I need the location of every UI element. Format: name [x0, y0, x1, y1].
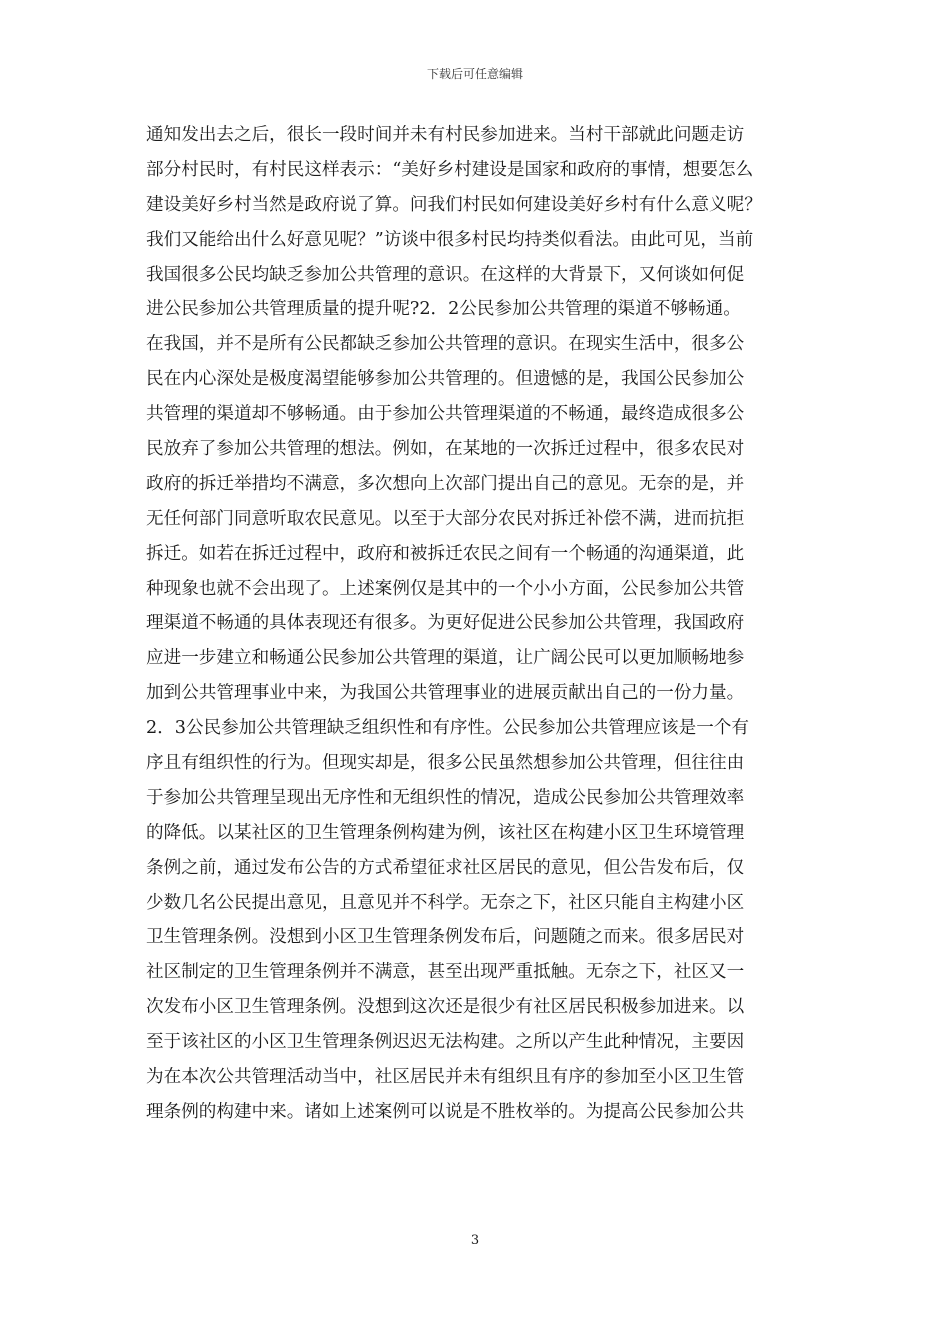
text-line: 政府的拆迁举措均不满意，多次想向上次部门提出自己的意见。无奈的是，并	[146, 473, 745, 494]
text-line: 部分村民时，有村民这样表示：“美好乡村建设是国家和政府的事情，想要怎么	[146, 159, 754, 180]
text-line: 理条例的构建中来。诸如上述案例可以说是不胜枚举的。为提高公民参加公共	[146, 1101, 745, 1122]
page-number: 3	[470, 1233, 480, 1248]
text-line: 条例之前，通过发布公告的方式希望征求社区居民的意见，但公告发布后，仅	[146, 857, 745, 878]
text-line: 加到公共管理事业中来，为我国公共管理事业的进展贡献出自己的一份力量。	[146, 683, 745, 704]
text-line: 民放弃了参加公共管理的想法。例如，在某地的一次拆迁过程中，很多农民对	[146, 439, 745, 460]
text-line: 卫生管理条例。没想到小区卫生管理条例发布后，问题随之而来。很多居民对	[146, 927, 745, 948]
text-line: 序且有组织性的行为。但现实却是，很多公民虽然想参加公共管理，但往往由	[146, 753, 745, 774]
text-line: 进公民参加公共管理质量的提升呢?2．2公民参加公共管理的渠道不够畅通。	[146, 299, 741, 320]
text-line: 理渠道不畅通的具体表现还有很多。为更好促进公民参加公共管理，我国政府	[146, 613, 745, 634]
text-line: 社区制定的卫生管理条例并不满意，甚至出现严重抵触。无奈之下，社区又一	[146, 962, 745, 983]
text-line: 至于该社区的小区卫生管理条例迟迟无法构建。之所以产生此种情况，主要因	[146, 1032, 745, 1053]
text-line: 少数几名公民提出意见，且意见并不科学。无奈之下，社区只能自主构建小区	[146, 892, 745, 913]
text-line: 在我国，并不是所有公民都缺乏参加公共管理的意识。在现实生活中，很多公	[146, 334, 745, 355]
text-line: 我们又能给出什么好意见呢？”访谈中很多村民均持类似看法。由此可见，当前	[146, 229, 754, 250]
page-header: 下载后可任意编辑	[426, 67, 523, 81]
text-line: 共管理的渠道却不够畅通。由于参加公共管理渠道的不畅通，最终造成很多公	[146, 404, 745, 425]
text-line: 通知发出去之后，很长一段时间并未有村民参加进来。当村干部就此问题走访	[146, 125, 745, 145]
text-line: 为在本次公共管理活动当中，社区居民并未有组织且有序的参加至小区卫生管	[146, 1067, 745, 1088]
text-line: 我国很多公民均缺乏参加公共管理的意识。在这样的大背景下，又何谈如何促	[146, 264, 745, 285]
text-line: 建设美好乡村当然是政府说了算。问我们村民如何建设美好乡村有什么意义呢？	[146, 194, 762, 215]
text-line: 民在内心深处是极度渴望能够参加公共管理的。但遗憾的是，我国公民参加公	[146, 369, 745, 390]
text-line: 的降低。以某社区的卫生管理条例构建为例，该社区在构建小区卫生环境管理	[146, 822, 745, 843]
text-line: 次发布小区卫生管理条例。没想到这次还是很少有社区居民积极参加进来。以	[146, 997, 745, 1018]
text-line: 2．3公民参加公共管理缺乏组织性和有序性。公民参加公共管理应该是一个有	[146, 718, 749, 739]
text-line: 无任何部门同意听取农民意见。以至于大部分农民对拆迁补偿不满，进而抗拒	[146, 508, 745, 529]
text-line: 种现象也就不会出现了。上述案例仅是其中的一个小小方面，公民参加公共管	[146, 578, 745, 599]
text-line: 拆迁。如若在拆迁过程中，政府和被拆迁农民之间有一个畅通的沟通渠道，此	[146, 543, 745, 564]
text-line: 于参加公共管理呈现出无序性和无组织性的情况，造成公民参加公共管理效率	[146, 787, 745, 808]
body-text	[146, 118, 811, 1130]
text-line: 应进一步建立和畅通公民参加公共管理的渠道，让广阔公民可以更加顺畅地参	[146, 648, 745, 669]
